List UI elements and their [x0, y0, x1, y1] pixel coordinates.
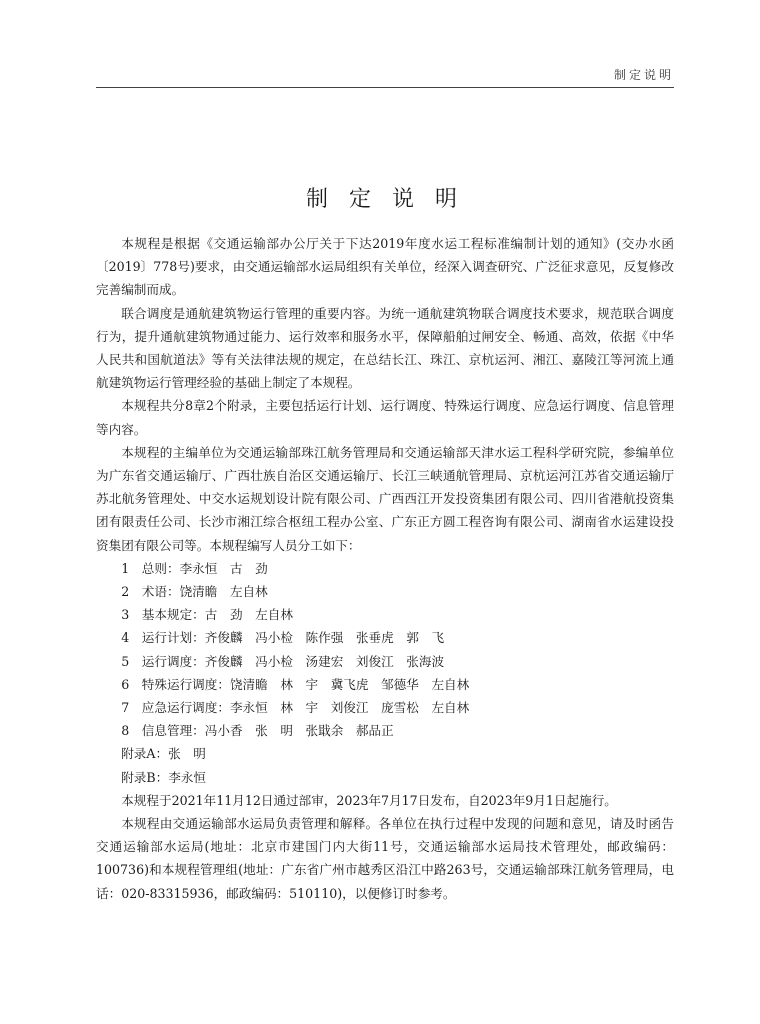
- staff-item: 8 信息管理：冯小香 张 明 张戢余 郝品正: [121, 723, 394, 739]
- staff-item: 4 运行计划：齐俊麟 冯小检 陈作强 张垂虎 郭 飞: [121, 630, 445, 646]
- body-text: [96, 232, 674, 905]
- staff-item: 5 运行调度：齐俊麟 冯小检 汤建宏 刘俊江 张海波: [121, 653, 445, 669]
- staff-item: 附录A：张 明: [121, 746, 206, 762]
- paragraph-basis: 本规程是根据《交通运输部办公厅关于下达2019年度水运工程标准编制计划的通知》(交办水函〔2019〕778号)要求，由交通运输部水运局组织有关单位，经深入调查研究、广泛征求意见，反复修改完善编制而成。: [96, 236, 674, 298]
- staff-item: 1 总则：李永恒 古 劲: [121, 560, 268, 576]
- paragraph-effective-date: 本规程于2021年11月12日通过部审，2023年7月17日发布，自2023年9月1日起施行。: [121, 792, 617, 808]
- page-title: 制 定 说 明: [306, 187, 464, 212]
- staff-list: [96, 557, 674, 789]
- header-rule: [96, 87, 674, 88]
- paragraph-contact: 本规程由交通运输部水运局负责管理和解释。各单位在执行过程中发现的问题和意见，请及时函告交通运输部水运局(地址：北京市建国门内大街11号，交通运输部水运局技术管理处，邮政编码：100736)和本规程管理组(地址：广东省广州市越秀区沿江中路263号，交通运输部珠江航务管理局，电话：020-83315936，邮政编码：510110)，以便修订时参考。: [96, 816, 674, 901]
- staff-item: 6 特殊运行调度：饶清瞻 林 宇 冀飞虎 邹德华 左自林: [121, 676, 470, 692]
- running-header: 制定说明: [613, 68, 674, 82]
- paragraph-purpose: 联合调度是通航建筑物运行管理的重要内容。为统一通航建筑物联合调度技术要求，规范联合调度行为，提升通航建筑物通过能力、运行效率和服务水平，保障船舶过闸安全、畅通、高效，依据《中华人民共和国航道法》等有关法律法规的规定，在总结长江、珠江、京杭运河、湘江、嘉陵江等河流上通航建筑物运行管理经验的基础上制定了本规程。: [96, 305, 674, 391]
- staff-item: 2 术语：饶清瞻 左自林: [121, 584, 268, 600]
- paragraph-units: 本规程的主编单位为交通运输部珠江航务管理局和交通运输部天津水运工程科学研究院，参编单位为广东省交通运输厅、广西壮族自治区交通运输厅、长江三峡通航管理局、京杭运河江苏省交通运输厅苏北航务管理处、中交水运规划设计院有限公司、广西西江开发投资集团有限公司、四川省港航投资集团有限责任公司、长沙市湘江综合枢纽工程办公室、广东正方圆工程咨询有限公司、湖南省水运建设投资集团有限公司等。本规程编写人员分工如下：: [96, 444, 674, 553]
- staff-item: 7 应急运行调度：李永恒 林 宇 刘俊江 庞雪松 左自林: [121, 700, 470, 716]
- paragraph-contents: 本规程共分8章2个附录，主要包括运行计划、运行调度、特殊运行调度、应急运行调度、信息管理等内容。: [96, 398, 674, 437]
- staff-item: 3 基本规定：古 劲 左自林: [121, 607, 293, 623]
- staff-item: 附录B：李永恒: [121, 769, 207, 785]
